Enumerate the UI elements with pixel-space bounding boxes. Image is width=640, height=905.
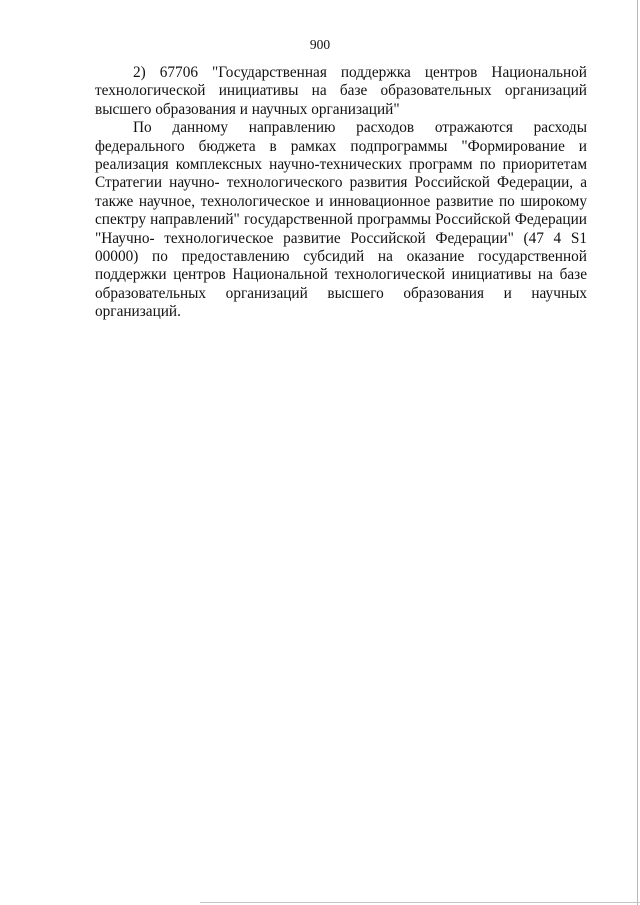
paragraph-line: технологической инициативы на базе образовательных организаций высшего: [95, 82, 587, 118]
paragraph-line: образования и научных организаций": [155, 100, 400, 118]
paragraph-line: 2) 67706 "Государственная поддержка центров Национальной: [133, 64, 587, 81]
paragraph-line: технологическое и инновационное развитие по широкому спектру: [95, 192, 587, 229]
page-number: 900: [309, 37, 331, 52]
paragraph-line: организаций высшего образования и научных организаций.: [95, 284, 587, 321]
body-text: [95, 64, 587, 322]
paragraph-item-67706: [95, 64, 587, 119]
paragraph-line: предоставлению субсидий на оказание государственной поддержки центров: [95, 248, 587, 284]
paragraph-line: научно-технических программ по приоритетам Стратегии научно-: [95, 156, 588, 192]
page-edge-bottom: [200, 902, 640, 903]
page-edge-right: [637, 0, 638, 905]
paragraph-description: [95, 119, 587, 321]
paragraph-line: технологического развития Российской Федерации, а также научное,: [95, 174, 587, 210]
paragraph-line: технологическое развитие Российской Федерации" (47 4 S1 00000) по: [95, 229, 587, 266]
paragraph-line: По данному направлению расходов отражаются расходы федерального: [95, 119, 587, 155]
paragraph-line: бюджета в рамках подпрограммы "Формирование и реализация комплексных: [95, 137, 587, 174]
paragraph-line: Национальной технологической инициативы на базе образовательных: [95, 266, 587, 302]
paragraph-line: направлений" государственной программы Российской Федерации "Научно-: [95, 211, 587, 247]
